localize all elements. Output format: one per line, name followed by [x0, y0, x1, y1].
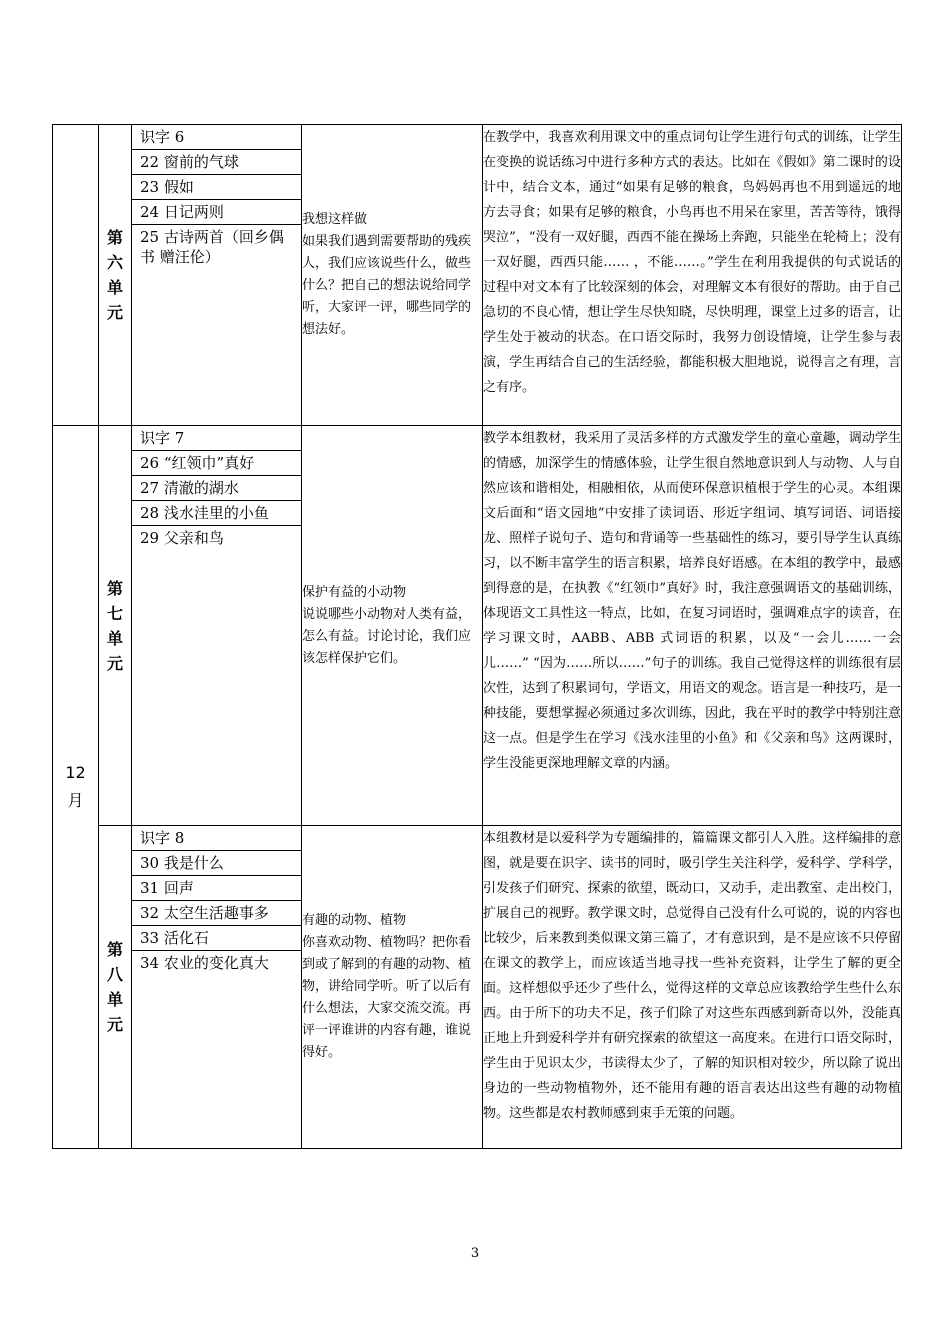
unit-label-cell — [99, 826, 132, 1149]
lesson-item: 28 浅水洼里的小鱼 — [132, 501, 301, 526]
unit-label-cell — [99, 426, 132, 826]
reflection-cell — [483, 125, 902, 426]
topic-title: 有趣的动物、植物 — [302, 913, 407, 928]
unit-label: 第六单元 — [106, 228, 123, 322]
lesson-item: 22 窗前的气球 — [132, 150, 301, 175]
lesson-list — [132, 125, 302, 426]
unit-label-cell — [99, 125, 132, 426]
reflection-text: 在教学中，我喜欢利用课文中的重点词句让学生进行句式的训练，让学生在变换的说话练习中进行多种方式的表达。比如在《假如》第二课时的设计中，结合文本，通过“如果有足够的粮食，鸟妈妈再也不用到遥远的地方去寻食；如果有足够的粮食，小鸟再也不用呆在家里，苦苦等待，饿得哭泣”，“没有一双好腿，西西不能在操场上奔跑，只能坐在轮椅上；没有一双好腿，西西只能…… ，不能……。”学生在利用我提供的句式说话的过程中对文本有了比较深刻的体会，对理解文本有很好的帮助。由于自己急切的不良心情，想让学生尽快知晓，尽快明理，课堂上过多的语言，让学生处于被动的状态。在口语交际时，我努力创设情境，让学生参与表演，学生再结合自己的生活经验，都能积极大胆地说，说得言之有理，言之有序。 — [483, 130, 901, 395]
oral-topic-cell — [302, 125, 483, 426]
lesson-item: 识字 7 — [132, 426, 301, 451]
lesson-item: 识字 8 — [132, 826, 301, 851]
topic-text: 如果我们遇到需要帮助的残疾人，我们应该说些什么，做些什么？把自己的想法说给同学听，大家评一评，哪些同学的想法好。 — [302, 234, 472, 337]
lesson-item: 识字 6 — [132, 125, 301, 150]
topic-title: 我想这样做 — [302, 212, 368, 227]
oral-topic-cell — [302, 426, 483, 826]
lesson-list — [132, 426, 302, 826]
lesson-item: 23 假如 — [132, 175, 301, 200]
teaching-plan-table — [52, 124, 902, 1149]
month-label: 12月 — [65, 763, 86, 810]
lesson-item: 25 古诗两首（回乡偶书 赠汪伦） — [140, 228, 284, 266]
reflection-text: 本组教材是以爱科学为专题编排的，篇篇课文都引人入胜。这样编排的意图，就是要在识字、读书的同时，吸引学生关注科学，爱科学、学科学，引发孩子们研究、探索的欲望，既动口，又动手，走出教室、走出校门，扩展自己的视野。教学课文时，总觉得自己没有什么可说的，说的内容也比较少，后来教到类似课文第三篇了，才有意识到，是不是应该不只停留在课文的教学上，而应该适当地寻找一些补充资料，让学生了解的更全面。这样想似乎还少了些什么，觉得这样的文章总应该教给学生些什么东西。由于所下的功夫不足，孩子们除了对这些东西感到新奇以外，没能真正地上升到爱科学并有研究探索的欲望这一高度来。在进行口语交际时，学生由于见识太少，书读得太少了，了解的知识相对较少，所以除了说出身边的一些动物植物外，还不能用有趣的语言表达出这些有趣的动物植物。这些都是农村教师感到束手无策的问题。 — [483, 831, 901, 1121]
oral-topic-cell — [302, 826, 483, 1149]
reflection-text: 教学本组教材，我采用了灵活多样的方式激发学生的童心童趣，调动学生的情感，加深学生的情感体验，让学生很自然地意识到人与动物、人与自然应该和谐相处，相融相依，从而使环保意识植根于学生的心灵。本组课文后面和“语文园地”中安排了读词语、形近字组词、填写词语、词语接龙、照样子说句子、造句和背诵等一些基础性的练习，要引导学生认真练习，以不断丰富学生的语言积累，培养良好语感。在本组的教学中，最感到得意的是，在执教《“红领巾”真好》时，我注意强调语文的基础训练，体现语文工具性这一特点，比如，在复习词语时，强调难点字的读音，在学习课文时，AABB、ABB 式词语的积累，以及“一会儿……一会儿……” “因为……所以……”句子的训练。我自己觉得这样的训练很有层次性，达到了积累词句，学语文，用语文的观念。语言是一种技巧，是一种技能，要想掌握必须通过多次训练，因此，我在平时的教学中特别注意这一点。但是学生在学习《浅水洼里的小鱼》和《父亲和鸟》这两课时，学生没能更深地理解文章的内涵。 — [483, 431, 901, 771]
page-number: 3 — [470, 1246, 480, 1261]
topic-text: 说说哪些小动物对人类有益，怎么有益。讨论讨论，我们应该怎样保护它们。 — [302, 606, 472, 666]
reflection-cell — [483, 426, 902, 826]
topic-text: 你喜欢动物、植物吗？把你看到或了解到的有趣的动物、植物，讲给同学听。听了以后有什么想法，大家交流交流。再评一评谁讲的内容有趣，谁说得好。 — [302, 935, 472, 1060]
month-cell-empty — [53, 125, 99, 426]
unit-label: 第七单元 — [106, 578, 123, 673]
unit-label: 第八单元 — [106, 940, 123, 1034]
unit-row-8 — [53, 826, 902, 1149]
lesson-item: 34 农业的变化真大 — [140, 954, 269, 972]
lesson-item: 24 日记两则 — [132, 200, 301, 225]
lesson-item: 27 清澈的湖水 — [132, 476, 301, 501]
reflection-cell — [483, 826, 902, 1149]
lesson-list — [132, 826, 302, 1149]
lesson-item: 33 活化石 — [132, 926, 301, 951]
unit-row-7 — [53, 426, 902, 826]
lesson-item: 29 父亲和鸟 — [140, 529, 224, 547]
lesson-item: 26 “红领巾”真好 — [132, 451, 301, 476]
unit-row-6 — [53, 125, 902, 426]
topic-title: 保护有益的小动物 — [302, 584, 407, 600]
lesson-item: 31 回声 — [132, 876, 301, 901]
lesson-item: 30 我是什么 — [132, 851, 301, 876]
month-cell — [53, 426, 99, 1149]
lesson-item: 32 太空生活趣事多 — [132, 901, 301, 926]
